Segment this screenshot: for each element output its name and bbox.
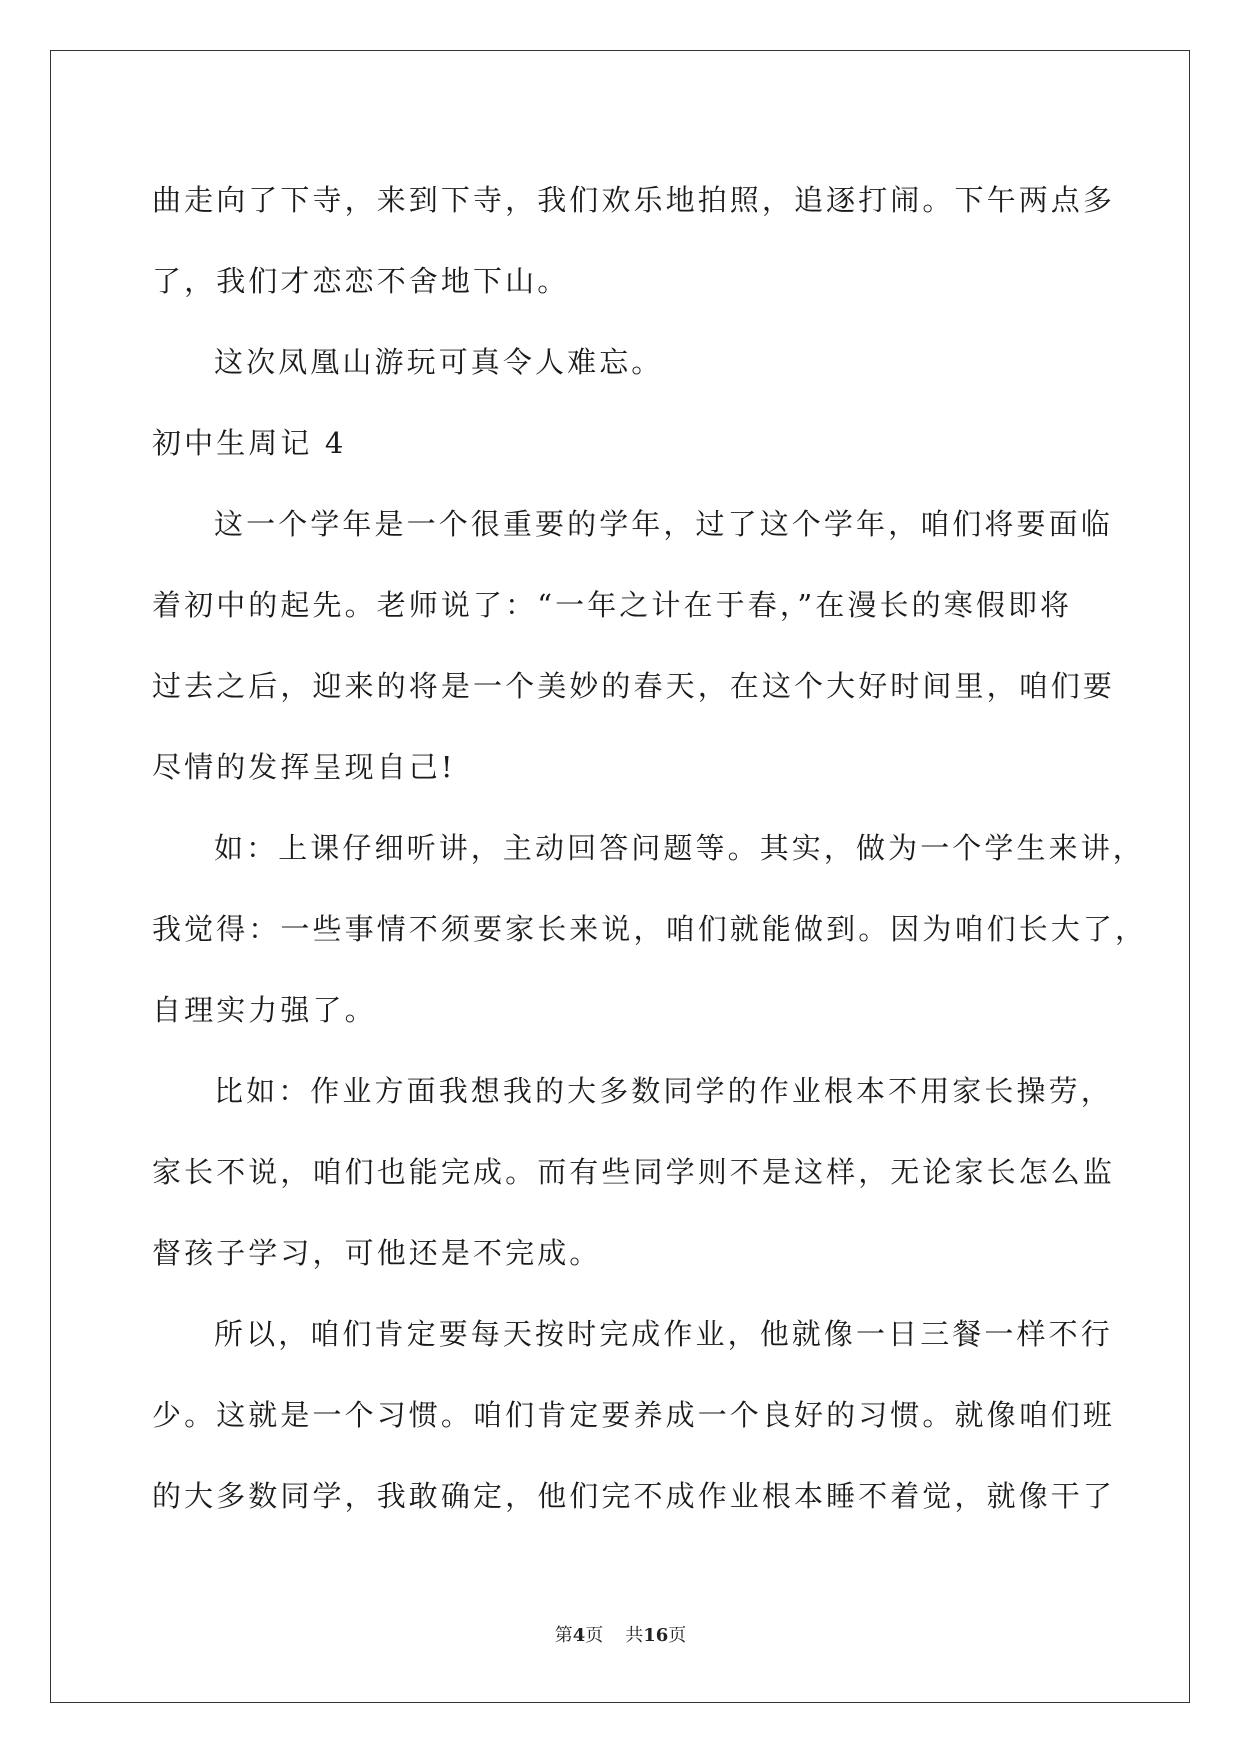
paragraph-line: 我觉得：一些事情不须要家长来说，咱们就能做到。因为咱们长大了， — [152, 912, 1148, 946]
page-footer — [0, 1621, 1241, 1647]
section-heading: 初中生周记 4 — [152, 426, 347, 460]
paragraph-line: 自理实力强了。 — [152, 993, 377, 1027]
total-label-suffix: 页 — [668, 1625, 687, 1646]
page-label-suffix: 页 — [585, 1625, 604, 1646]
paragraph-line: 家长不说，咱们也能完成。而有些同学则不是这样，无论家长怎么监 — [152, 1155, 1116, 1189]
paragraph-line: 少。这就是一个习惯。咱们肯定要养成一个良好的习惯。就像咱们班 — [152, 1398, 1116, 1432]
paragraph-line: 尽情的发挥呈现自己! — [152, 750, 456, 784]
page-label-prefix: 第 — [554, 1625, 573, 1646]
paragraph-line: 曲走向了下寺，来到下寺，我们欢乐地拍照，追逐打闹。下午两点多 — [152, 183, 1116, 217]
current-page-number: 4 — [572, 1625, 586, 1646]
total-page-count: 16 — [643, 1625, 669, 1646]
paragraph-line: 这次凤凰山游玩可真令人难忘。 — [214, 345, 664, 379]
paragraph-line: 督孩子学习，可他还是不完成。 — [152, 1236, 602, 1270]
total-label-prefix: 共 — [625, 1625, 644, 1646]
paragraph-line: 了，我们才恋恋不舍地下山。 — [152, 264, 570, 298]
paragraph-line: 着初中的起先。老师说了：“一年之计在于春，”在漫长的寒假即将 — [152, 588, 1073, 622]
paragraph-line: 比如：作业方面我想我的大多数同学的作业根本不用家长操劳， — [214, 1074, 1113, 1108]
paragraph-line: 过去之后，迎来的将是一个美妙的春天，在这个大好时间里，咱们要 — [152, 669, 1116, 703]
paragraph-line: 所以，咱们肯定要每天按时完成作业，他就像一日三餐一样不行 — [214, 1317, 1113, 1351]
paragraph-line: 的大多数同学，我敢确定，他们完不成作业根本睡不着觉，就像干了 — [152, 1479, 1116, 1513]
paragraph-line: 如：上课仔细听讲，主动回答问题等。其实，做为一个学生来讲， — [214, 831, 1145, 865]
paragraph-line: 这一个学年是一个很重要的学年，过了这个学年，咱们将要面临 — [214, 507, 1113, 541]
document-body — [152, 160, 1148, 1537]
